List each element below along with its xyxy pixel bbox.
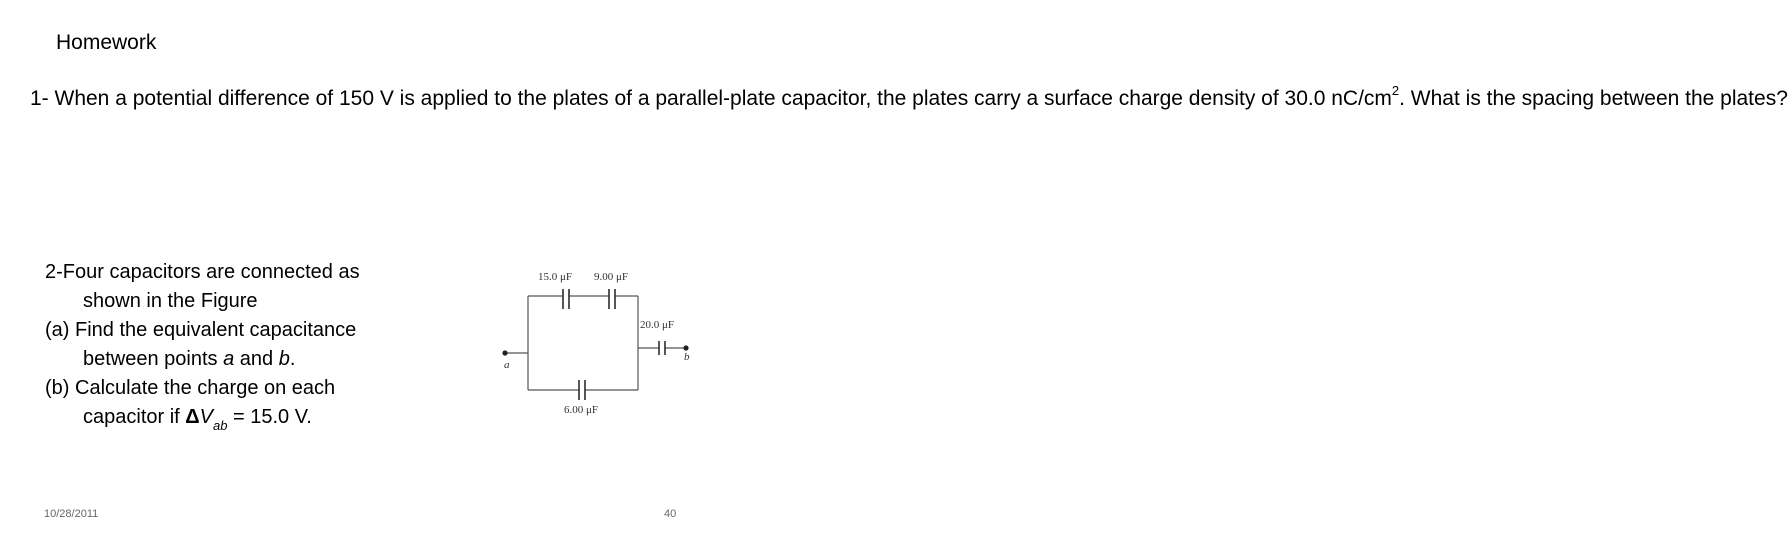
voltage-value: = 15.0 V. [227, 406, 312, 428]
cap-9uf-label: 9.00 μF [594, 271, 629, 283]
slide-heading: Homework [56, 31, 157, 54]
var-b: b [278, 348, 290, 370]
cap-20uf-label: 20.0 μF [640, 319, 675, 331]
cap-6uf-label: 6.00 μF [564, 404, 599, 416]
node-b-label: b [684, 351, 690, 363]
problem-1-main: 1- When a potential difference of 150 V is applied to the plates of a parallel-plate capacitor, the plates carry a surface charge density of 30.0 nC/cm [30, 87, 1392, 110]
problem-2-part-a-cont [45, 345, 445, 374]
problem-2-part-b: (b) Calculate the charge on each [45, 377, 336, 399]
problem-2-line-2: shown in the Figure [83, 290, 258, 312]
delta-symbol: Δ [185, 406, 200, 428]
capacitor-circuit-figure [490, 258, 720, 428]
cap-15uf-label: 15.0 μF [538, 271, 573, 283]
problem-2-part-a: (a) Find the equivalent capacitance [45, 319, 357, 341]
capacitor-plates [563, 289, 665, 400]
subscript-ab: ab [212, 418, 228, 433]
problem-2-line-1: 2-Four capacitors are connected as [45, 261, 360, 283]
v-symbol: V [199, 406, 213, 428]
problem-1-end: . What is the spacing between the plates? [1399, 87, 1788, 110]
problem-2-text [45, 258, 445, 432]
terminal-a [502, 350, 507, 355]
and-word: and [234, 348, 279, 370]
circuit-diagram [490, 258, 720, 428]
problem-1-text [30, 83, 1788, 113]
problem-2-part-b-text: capacitor if [83, 406, 186, 428]
footer-date: 10/28/2011 [44, 508, 99, 520]
terminal-b [683, 345, 688, 350]
period: . [289, 348, 296, 370]
problem-1-superscript: 2 [1391, 83, 1400, 98]
node-a-label: a [504, 359, 510, 371]
problem-2-part-b-cont [45, 403, 445, 432]
page-number: 40 [664, 508, 677, 520]
var-a: a [223, 348, 235, 370]
problem-2-part-a-text: between points [83, 348, 224, 370]
